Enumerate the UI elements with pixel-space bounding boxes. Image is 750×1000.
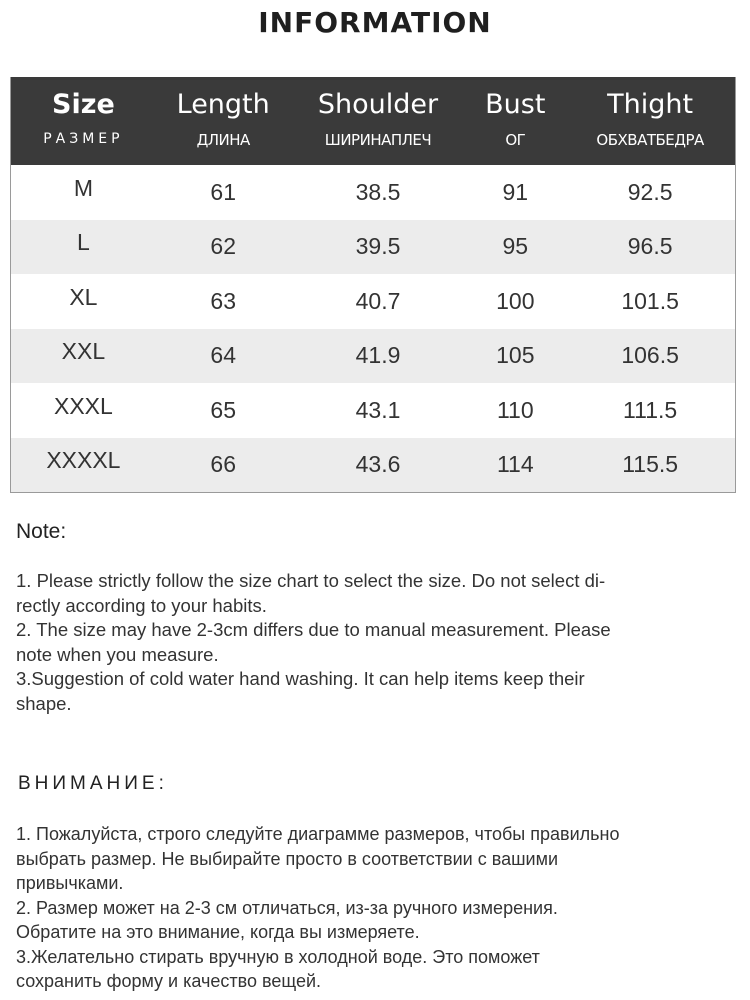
ru-note-heading: ВНИМАНИЕ: — [18, 773, 168, 794]
cell-shoulder: 43.6 — [355, 451, 401, 478]
note-line: 1. Please strictly follow the size chart to select the size. Do not select di- — [16, 570, 606, 591]
cell-length: 65 — [210, 396, 236, 423]
header-label-en: Bust — [485, 89, 546, 120]
cell-shoulder: 40.7 — [355, 287, 401, 314]
header-thigh — [565, 77, 735, 165]
header-label-ru: ОБХВАТБЕДРА — [596, 131, 704, 149]
note-line: note when you measure. — [16, 643, 219, 665]
page-title: INFORMATION — [258, 6, 492, 39]
header-label-ru: ШИРИНАПЛЕЧ — [324, 131, 432, 149]
header-shoulder — [291, 77, 466, 165]
ru-note-line: привычками. — [16, 873, 124, 893]
cell-thigh: 111.5 — [623, 396, 678, 423]
cell-shoulder: 41.9 — [355, 342, 401, 369]
cell-bust: 91 — [502, 178, 529, 205]
header-label-en: Thight — [607, 89, 694, 120]
cell-length: 61 — [210, 178, 236, 205]
cell-bust: 95 — [502, 233, 529, 260]
table-row — [11, 383, 735, 438]
ru-note-line: сохранить форму и качество вещей. — [16, 971, 322, 991]
table-body — [11, 165, 735, 492]
note-line: 3.Suggestion of cold water hand washing. It can help items keep their — [16, 668, 585, 689]
cell-shoulder: 39.5 — [355, 233, 401, 260]
cell-thigh: 101.5 — [621, 287, 679, 314]
header-length — [156, 77, 291, 165]
ru-note-line: Обратите на это внимание, когда вы измеряете. — [16, 922, 420, 942]
note-line: 2. The size may have 2-3cm differs due to manual measurement. Please — [16, 619, 611, 640]
ru-note-line: 3.Желательно стирать вручную в холодной воде. Это поможет — [16, 946, 540, 967]
ru-note-line: 2. Размер может на 2-3 см отличаться, из-за ручного измерения. — [16, 897, 558, 918]
cell-bust: 105 — [496, 342, 535, 369]
cell-bust: 100 — [496, 287, 535, 314]
cell-size: XL — [69, 283, 98, 310]
cell-size: XXXXL — [46, 447, 121, 474]
cell-thigh: 96.5 — [627, 233, 673, 260]
header-label-ru: ДЛИНА — [196, 131, 250, 149]
cell-size: M — [73, 174, 93, 201]
table-row — [11, 438, 735, 493]
table-header — [11, 77, 735, 165]
header-label-en: Shoulder — [317, 89, 439, 120]
cell-size: L — [77, 229, 90, 256]
cell-bust: 110 — [496, 396, 534, 423]
note-line: rectly according to your habits. — [16, 594, 267, 616]
cell-shoulder: 43.1 — [355, 396, 401, 423]
header-size — [11, 77, 156, 165]
cell-length: 64 — [210, 342, 236, 369]
cell-bust: 114 — [496, 451, 534, 478]
cell-thigh: 92.5 — [627, 178, 673, 205]
cell-length: 63 — [210, 287, 236, 314]
size-chart-table — [10, 77, 736, 493]
ru-note-line: 1. Пожалуйста, строго следуйте диаграмме размеров, чтобы правильно — [16, 824, 620, 844]
cell-length: 66 — [210, 451, 236, 478]
cell-thigh: 106.5 — [621, 342, 679, 369]
table-row — [11, 165, 735, 220]
cell-shoulder: 38.5 — [355, 178, 401, 205]
ru-note-text — [16, 822, 741, 994]
cell-size: XXL — [61, 338, 106, 365]
header-bust — [465, 77, 565, 165]
note-line: shape. — [16, 692, 72, 714]
table-row — [11, 274, 735, 329]
cell-size: XXXL — [53, 392, 113, 419]
header-label-ru: ОГ — [505, 131, 526, 149]
cell-length: 62 — [210, 233, 236, 260]
header-label-en: Size — [52, 89, 115, 120]
ru-note-line: выбрать размер. Не выбирайте просто в соответствии с вашими — [16, 848, 559, 869]
note-text — [16, 569, 736, 716]
table-row — [11, 329, 735, 384]
table-row — [11, 220, 735, 275]
header-label-en: Length — [176, 89, 270, 120]
cell-thigh: 115.5 — [622, 451, 679, 478]
header-label-ru: РАЗМЕР — [43, 131, 124, 147]
note-heading: Note: — [16, 520, 67, 543]
